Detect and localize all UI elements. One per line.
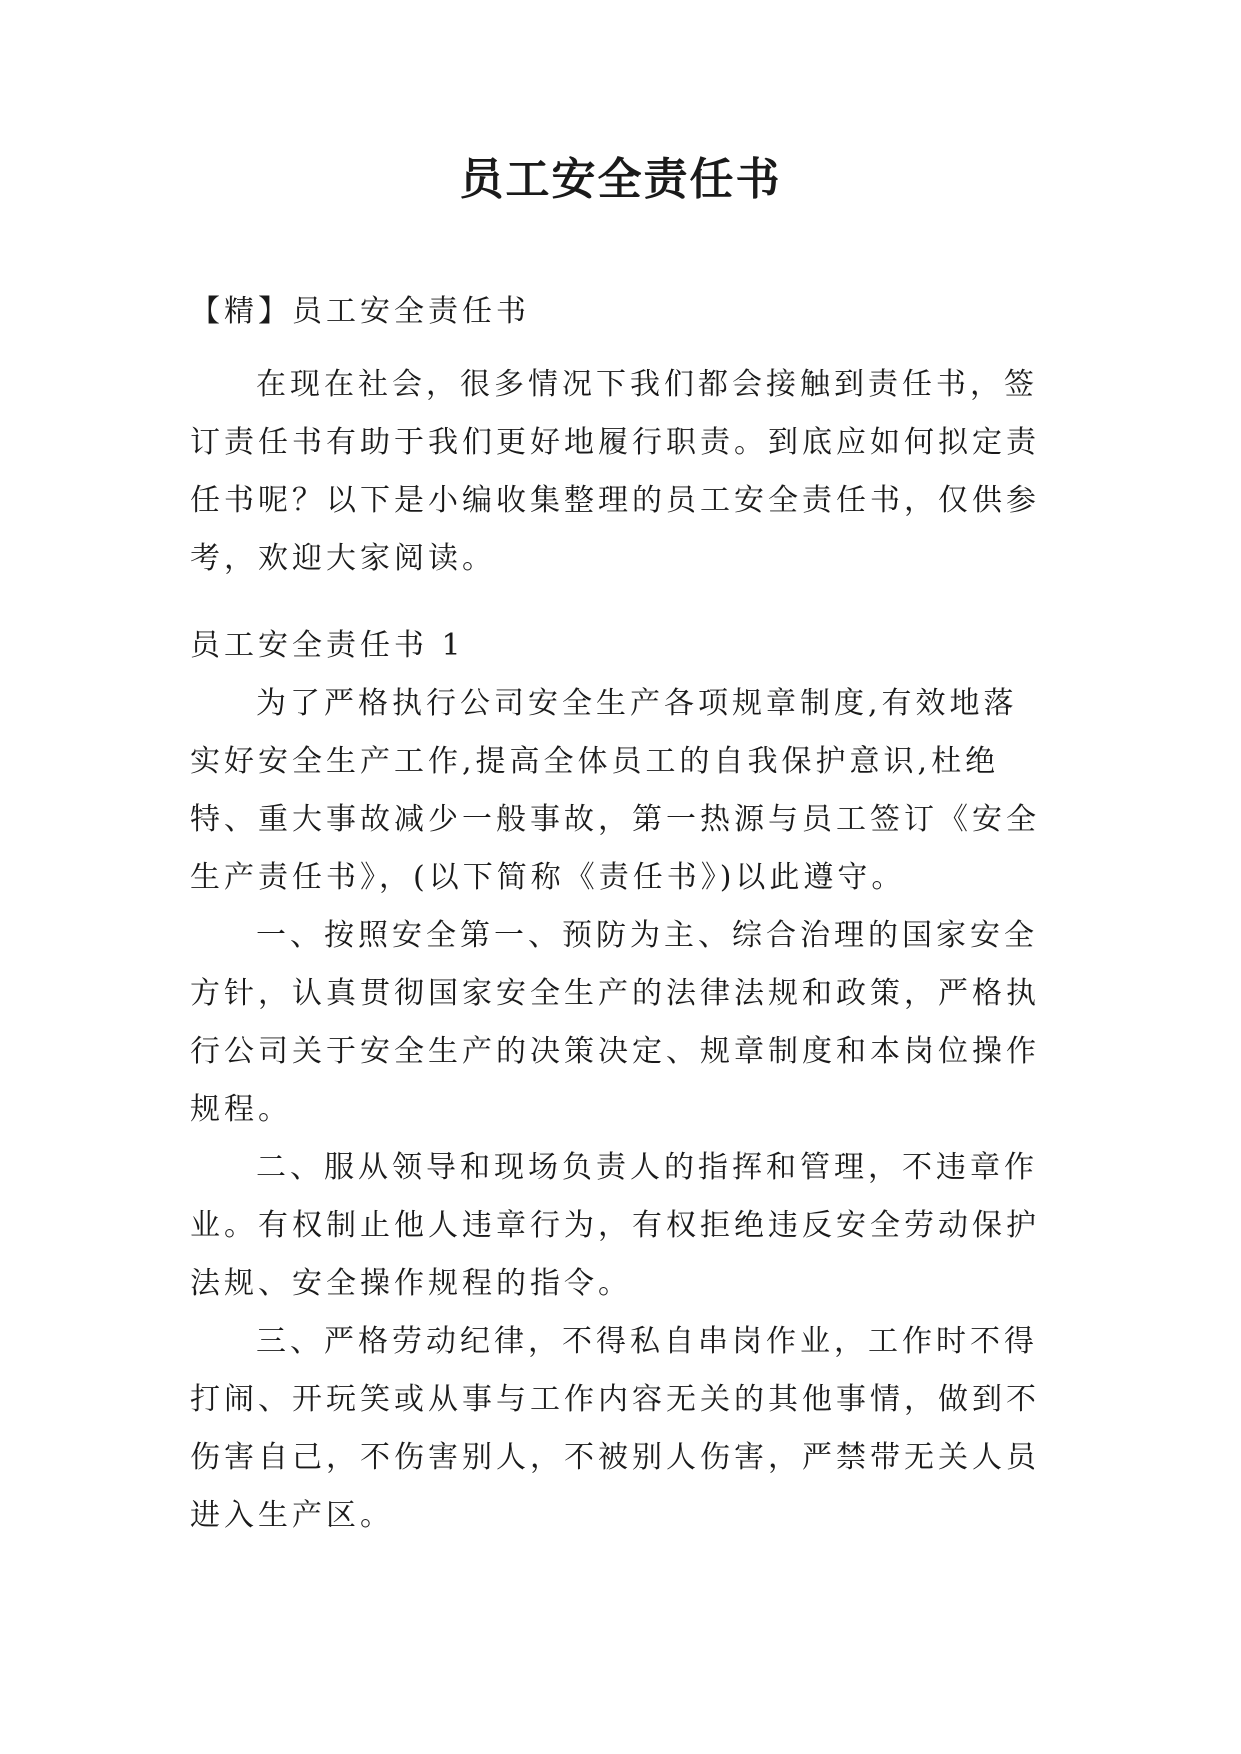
body-paragraph: 三、严格劳动纪律，不得私自串岗作业，工作时不得打闹、开玩笑或从事与工作内容无关的其他事情，做到不伤害自己，不伤害别人，不被别人伤害，严禁带无关人员进入生产区。 <box>190 1324 1040 1533</box>
body-paragraph: 为了严格执行公司安全生产各项规章制度,有效地落实好安全生产工作,提高全体员工的自我保护意识,杜绝特、重大事故减少一般事故，第一热源与员工签订《安全生产责任书》，(以下简称《责任书》)以此遵守。 <box>190 686 1040 895</box>
intro-block <box>190 356 1050 588</box>
document-subtitle: 【精】员工安全责任书 <box>190 294 530 329</box>
section-block <box>190 617 1050 1545</box>
body-paragraph: 一、按照安全第一、预防为主、综合治理的国家安全方针，认真贯彻国家安全生产的法律法规和政策，严格执行公司关于安全生产的决策决定、规章制度和本岗位操作规程。 <box>190 918 1040 1127</box>
intro-paragraph: 在现在社会，很多情况下我们都会接触到责任书，签订责任书有助于我们更好地履行职责。到底应如何拟定责任书呢？以下是小编收集整理的员工安全责任书，仅供参考，欢迎大家阅读。 <box>190 367 1040 576</box>
section-heading: 员工安全责任书 1 <box>190 628 465 663</box>
document-title: 员工安全责任书 <box>459 154 782 205</box>
body-paragraph: 二、服从领导和现场负责人的指挥和管理，不违章作业。有权制止他人违章行为，有权拒绝违反安全劳动保护法规、安全操作规程的指令。 <box>190 1150 1040 1301</box>
